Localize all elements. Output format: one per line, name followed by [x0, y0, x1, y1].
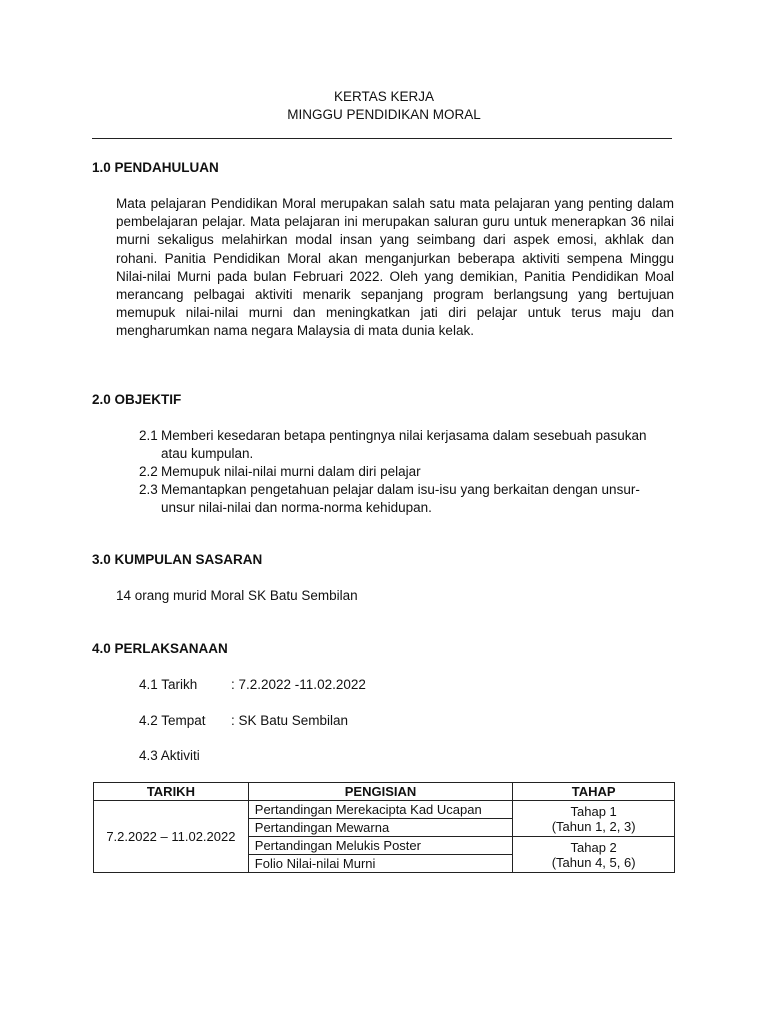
target-group-text: 14 orang murid Moral SK Batu Sembilan	[116, 588, 358, 603]
objective-number: 2.3	[139, 482, 158, 497]
objective-number: 2.2	[139, 464, 158, 479]
level-name: Tahap 2	[570, 839, 617, 855]
document-title: KERTAS KERJA	[333, 89, 435, 104]
column-header-level: TAHAP	[513, 783, 675, 801]
section-heading-target-group: 3.0 KUMPULAN SASARAN	[92, 552, 263, 567]
objective-text: Memantapkan pengetahuan pelajar dalam isu-isu yang berkaitan dengan unsur-	[161, 482, 640, 497]
level-cell	[513, 801, 675, 837]
activity-cell: Pertandingan Merekacipta Kad Ucapan	[248, 801, 513, 819]
objective-text: Memberi kesedaran betapa pentingnya nilai kerjasama dalam sesebuah pasukan	[161, 428, 647, 443]
section-heading-implementation: 4.0 PERLAKSANAAN	[92, 641, 228, 656]
level-name: Tahap 1	[570, 803, 617, 819]
activity-table	[93, 782, 675, 873]
level-years: (Tahun 1, 2, 3)	[551, 818, 636, 834]
section-heading-objectives: 2.0 OBJEKTIF	[92, 392, 182, 407]
activity-cell: Folio Nilai-nilai Murni	[248, 855, 513, 873]
introduction-paragraph: Mata pelajaran Pendidikan Moral merupakan salah satu mata pelajaran yang penting dalam pembelajaran pelajar. Mata pelajaran ini merupakan saluran guru untuk menerapkan 36 nilai murni sekaligus melahirkan modal insan yang seimbang dari aspek emosi, akhlak dan rohani. Panitia Pendidikan Moral akan menganjurkan beberapa aktiviti sempena Minggu Nilai-nilai Murni pada bulan Februari 2022. Oleh yang demikian, Panitia Pendidikan Moal merancang pelbagai aktiviti menarik sepanjang program berlangsung yang bertujuan memupuk nilai-nilai murni dan meningkatkan jati diri pelajar untuk terus maju dan mengharumkan nama negara Malaysia di mata dunia kelak.	[116, 196, 674, 339]
column-header-date: TARIKH	[94, 783, 249, 801]
objective-item	[139, 481, 674, 517]
activity-cell: Pertandingan Melukis Poster	[248, 837, 513, 855]
objective-number: 2.1	[139, 428, 158, 443]
date-label: 4.1 Tarikh	[139, 677, 198, 692]
place-field	[139, 713, 348, 728]
title-divider	[92, 138, 672, 139]
objective-text-continued: unsur nilai-nilai dan norma-norma kehidupan.	[161, 500, 432, 515]
column-header-content: PENGISIAN	[248, 783, 513, 801]
objective-text: Memupuk nilai-nilai murni dalam diri pelajar	[161, 464, 421, 479]
activity-cell: Pertandingan Mewarna	[248, 819, 513, 837]
date-field	[139, 677, 366, 692]
level-cell	[513, 837, 675, 873]
document-subtitle: MINGGU PENDIDIKAN MORAL	[287, 107, 481, 122]
date-value: : 7.2.2022 -11.02.2022	[231, 677, 366, 692]
objective-text-continued: atau kumpulan.	[161, 446, 254, 461]
table-row	[94, 801, 675, 819]
section-heading-introduction: 1.0 PENDAHULUAN	[92, 160, 219, 175]
activity-label: 4.3 Aktiviti	[139, 748, 200, 763]
place-label: 4.2 Tempat	[139, 713, 206, 728]
objective-item	[139, 463, 674, 481]
objective-item	[139, 427, 674, 463]
place-value: : SK Batu Sembilan	[231, 713, 349, 728]
activity-date-cell: 7.2.2022 – 11.02.2022	[94, 801, 249, 873]
table-header-row	[94, 783, 675, 801]
level-years: (Tahun 4, 5, 6)	[551, 854, 636, 870]
